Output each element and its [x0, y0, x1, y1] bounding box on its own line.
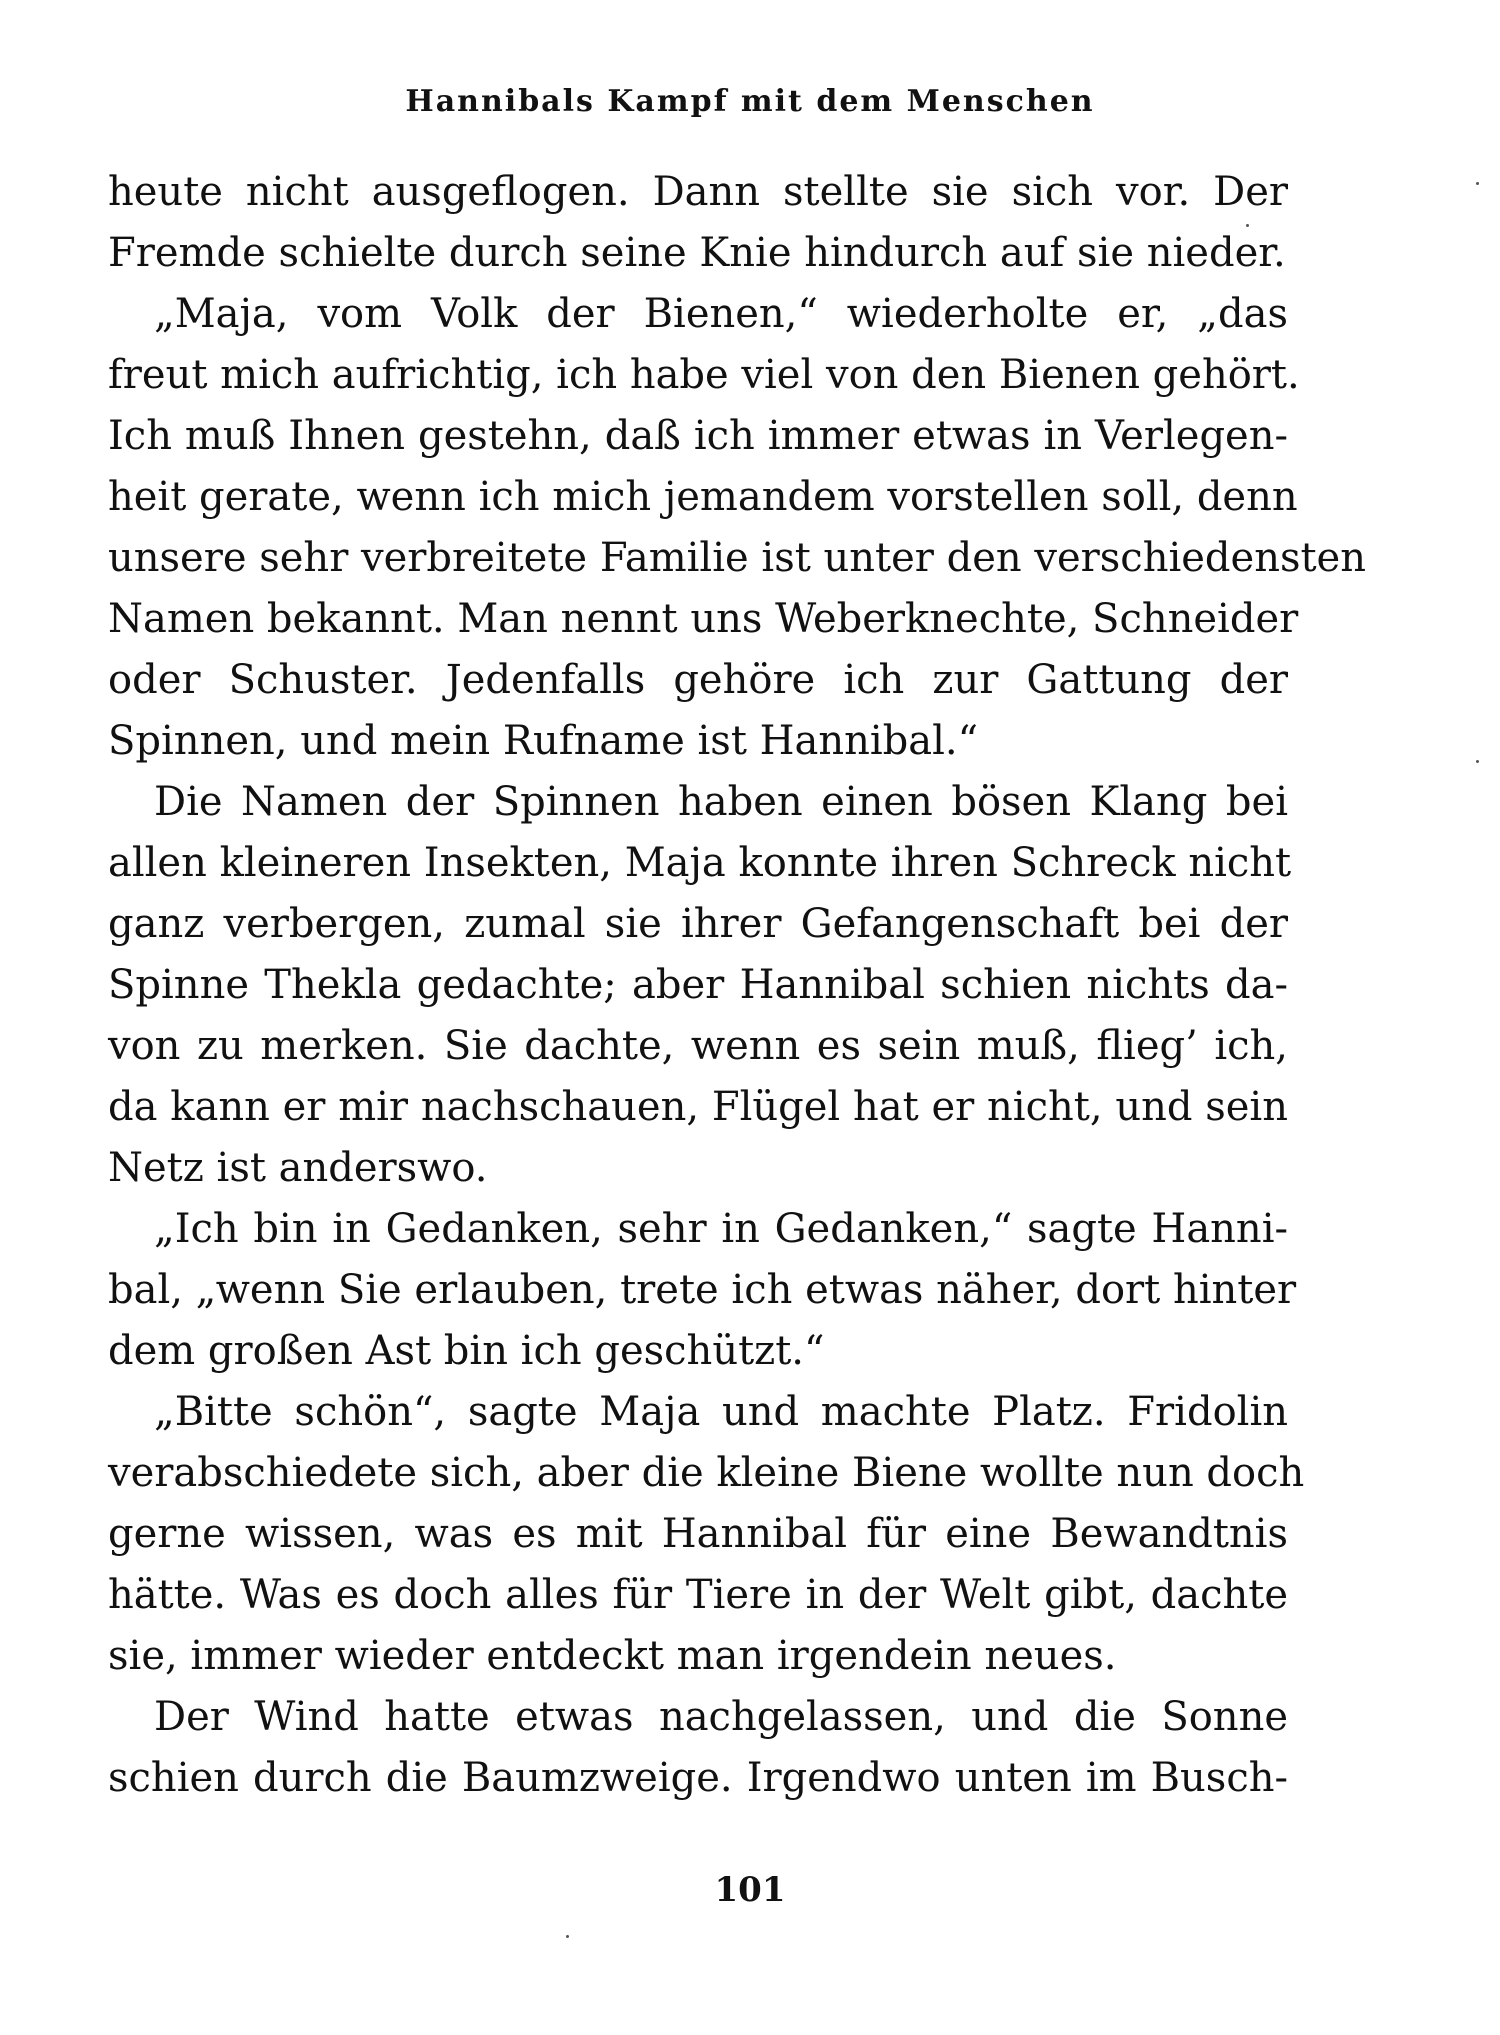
text-line: gerne wissen, was es mit Hannibal für eine Bewandtnis [108, 1511, 1288, 1557]
text-line: Namen bekannt. Man nennt uns Weberknechte, Schneider [108, 596, 1299, 642]
text-line: Spinnen, und mein Rufname ist Hannibal.“ [108, 718, 979, 764]
scan-speck [1476, 760, 1479, 763]
text-line: Spinne Thekla gedachte; aber Hannibal schien nichts da- [108, 962, 1288, 1008]
text-line: Der Wind hatte etwas nachgelassen, und die Sonne [154, 1694, 1288, 1740]
text-line: Ich muß Ihnen gestehn, daß ich immer etwas in Verlegen- [108, 413, 1288, 459]
text-line: allen kleineren Insekten, Maja konnte ihren Schreck nicht [108, 840, 1292, 886]
text-line: „Maja, vom Volk der Bienen,“ wiederholte er, „das [154, 291, 1288, 337]
scan-speck [1476, 182, 1479, 185]
text-line: bal, „wenn Sie erlauben, trete ich etwas näher, dort hinter [108, 1267, 1297, 1313]
text-line: unsere sehr verbreitete Familie ist unter den verschiedensten [108, 535, 1366, 581]
text-line: verabschiedete sich, aber die kleine Biene wollte nun doch [108, 1450, 1305, 1496]
text-line: oder Schuster. Jedenfalls gehöre ich zur Gattung der [108, 657, 1288, 703]
text-line: freut mich aufrichtig, ich habe viel von den Bienen gehört. [108, 352, 1300, 398]
text-line: von zu merken. Sie dachte, wenn es sein muß, flieg’ ich, [108, 1023, 1288, 1069]
text-line: heute nicht ausgeflogen. Dann stellte sie sich vor. Der [108, 169, 1288, 215]
text-line: dem großen Ast bin ich geschützt.“ [108, 1328, 825, 1374]
text-line: heit gerate, wenn ich mich jemandem vorstellen soll, denn [108, 474, 1298, 520]
text-line: Die Namen der Spinnen haben einen bösen Klang bei [154, 779, 1288, 825]
body-text [108, 162, 1366, 1809]
text-line: ganz verbergen, zumal sie ihrer Gefangenschaft bei der [108, 901, 1288, 947]
text-line: da kann er mir nachschauen, Flügel hat er nicht, und sein [108, 1084, 1288, 1130]
text-line: sie, immer wieder entdeckt man irgendein neues. [108, 1633, 1117, 1679]
page-number: 101 [714, 1870, 786, 1910]
text-line: Netz ist anderswo. [108, 1145, 488, 1191]
scan-speck [1246, 224, 1249, 227]
text-line: hätte. Was es doch alles für Tiere in der Welt gibt, dachte [108, 1572, 1288, 1618]
text-line: schien durch die Baumzweige. Irgendwo unten im Busch- [108, 1755, 1288, 1801]
text-line: „Ich bin in Gedanken, sehr in Gedanken,“ sagte Hanni- [154, 1206, 1288, 1252]
text-line: „Bitte schön“, sagte Maja und machte Platz. Fridolin [154, 1389, 1288, 1435]
running-head: Hannibals Kampf mit dem Menschen [405, 84, 1095, 119]
scan-speck [566, 1935, 569, 1938]
text-line: Fremde schielte durch seine Knie hindurch auf sie nieder. [108, 230, 1286, 276]
